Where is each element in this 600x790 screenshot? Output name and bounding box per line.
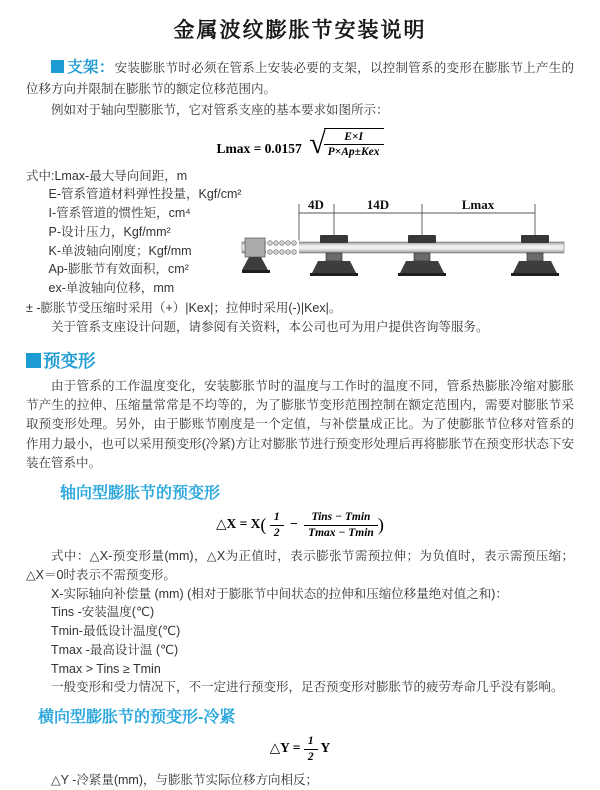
definition-item: Ap-膨胀节有效面积，cm²	[48, 262, 189, 277]
formula-dy-rhs: Y	[320, 740, 331, 756]
dimension-label: 4D	[307, 196, 324, 212]
fraction	[304, 734, 318, 764]
formula-lmax-lhs: Lmax = 0.0157	[216, 140, 302, 156]
axial-note: Tmin-最低设计温度(℃)	[51, 624, 181, 639]
definitions-and-diagram	[26, 167, 574, 298]
fraction-numerator: 1	[304, 734, 318, 749]
fraction-denominator: Tmax − Tmin	[308, 526, 374, 539]
fraction-denominator: 2	[273, 526, 280, 539]
axial-subheading: 轴向型膨胀节的预变形	[60, 485, 221, 503]
fraction-numerator: Tins − Tmin	[304, 510, 378, 525]
guide-support-icon	[511, 235, 559, 276]
definition-item: ex-单波轴向位移，mm	[48, 281, 175, 296]
definition-item: 式中:Lmax-最大导向间距，m	[26, 168, 188, 183]
radical-symbol: √	[309, 126, 326, 160]
consult-note: 关于管系支座设计问题，请参阅有关资料，本公司也可为用户提供咨询等服务。	[51, 320, 489, 335]
fraction-numerator: 1	[270, 510, 284, 525]
axial-note: Tmax -最高设计温 (℃)	[51, 642, 179, 657]
open-paren: (	[260, 514, 267, 535]
support-intro-paragraph	[26, 56, 574, 99]
bellows-icon	[266, 240, 299, 255]
radical-expression	[309, 128, 383, 160]
predeform-heading: 预变形	[43, 350, 96, 371]
formula-delta-y	[26, 734, 574, 764]
formula-dx-lhs: △X = X	[216, 516, 261, 532]
support-heading: 支架：	[67, 59, 115, 76]
fraction	[270, 510, 284, 540]
fraction-denominator: 2	[307, 750, 314, 763]
definition-item: E-管系管道材料弹性投量，Kgf/cm²	[48, 187, 242, 202]
fraction	[324, 130, 384, 160]
lateral-subheading: 横向型膨胀节的预变形-冷紧	[38, 709, 236, 727]
radical-body	[324, 128, 384, 160]
minus-operator: −	[290, 516, 298, 532]
predeform-paragraph: 由于管系的工作温度变化，安装膨胀节时的温度与工作时的温度不同，管系热膨胀冷缩对膨胀节产生的拉伸、压缩量常常是不均等的，为了膨胀节变形范围控制在额定范围内，需要对膨胀节采取预变形处理。另外，由于膨账节刚度是一个定值，与补偿量成正比。为了使膨胀节位移对管系的作用力最小，也可以采用预变形(冷紧)方让对膨胀节进行预变形处理后再将膨胀节在预变形状态下安装在管系中。	[26, 378, 574, 471]
axial-note: Tins -安装温度(℃)	[51, 605, 155, 620]
fraction	[304, 510, 378, 540]
section-marker-icon	[26, 353, 41, 368]
section-marker-icon	[51, 60, 64, 73]
dimension-label: 14D	[366, 196, 389, 212]
axial-notes	[26, 547, 574, 697]
axial-note: Tmax > Tins ≥ Tmin	[51, 661, 161, 676]
guide-support-icon	[398, 235, 446, 276]
formula-lmax	[26, 128, 574, 160]
definition-item: K-单波轴向刚度；Kgf/mm	[48, 243, 192, 258]
definition-item: I-管系管道的惯性矩，cm⁴	[48, 206, 191, 221]
page-title: 金属波纹膨胀节安装说明	[173, 19, 427, 42]
formula-dy-lhs: △Y =	[269, 740, 301, 756]
pipe-support-diagram	[242, 193, 580, 298]
support-example-line: 例如对于轴向型膨胀节，它对管系支座的基本要求如图所示：	[51, 103, 389, 118]
support-intro-text: 安装膨胀节时必须在管系上安装必要的支架，以控制管系的变形在膨胀节上产生的位移方向并限制在膨胀节的额定位移范围内。	[26, 61, 574, 97]
definition-item: P-设计压力，Kgf/mm²	[48, 224, 171, 239]
axial-note: 式中：△X-预变形量(mm)，△X为正值时，表示膨张节需预拉伸；为负值时，表示需预压缩；△X＝0时表示不需预变形。	[26, 549, 574, 582]
plus-minus-note: ± -膨胀节受压缩时采用（+）|Kex|；拉伸时采用(-)|Kex|。	[26, 300, 342, 315]
axial-note: X-实际轴向补偿量 (mm) (相对于膨胀节中间状态的拉伸和压缩位移量绝对值之和)：	[51, 586, 508, 601]
definitions-list	[26, 167, 242, 298]
close-paren: )	[377, 514, 384, 535]
fraction-denominator: P×Ap±Kex	[327, 146, 380, 159]
dimension-label: Lmax	[461, 196, 494, 212]
predeform-heading-row	[26, 348, 574, 373]
fraction-numerator: E×I	[324, 130, 384, 145]
guide-support-icon	[310, 235, 358, 276]
cold-tightening-note: △Y -冷紧量(mm)，与膨胀节实际位移方向相反；	[51, 772, 319, 787]
formula-delta-x	[26, 510, 574, 540]
axial-note: 一般变形和受力情况下，不一定进行预变形，足否预变形对膨胀节的疲劳寿命几乎没有影响。	[51, 680, 564, 695]
